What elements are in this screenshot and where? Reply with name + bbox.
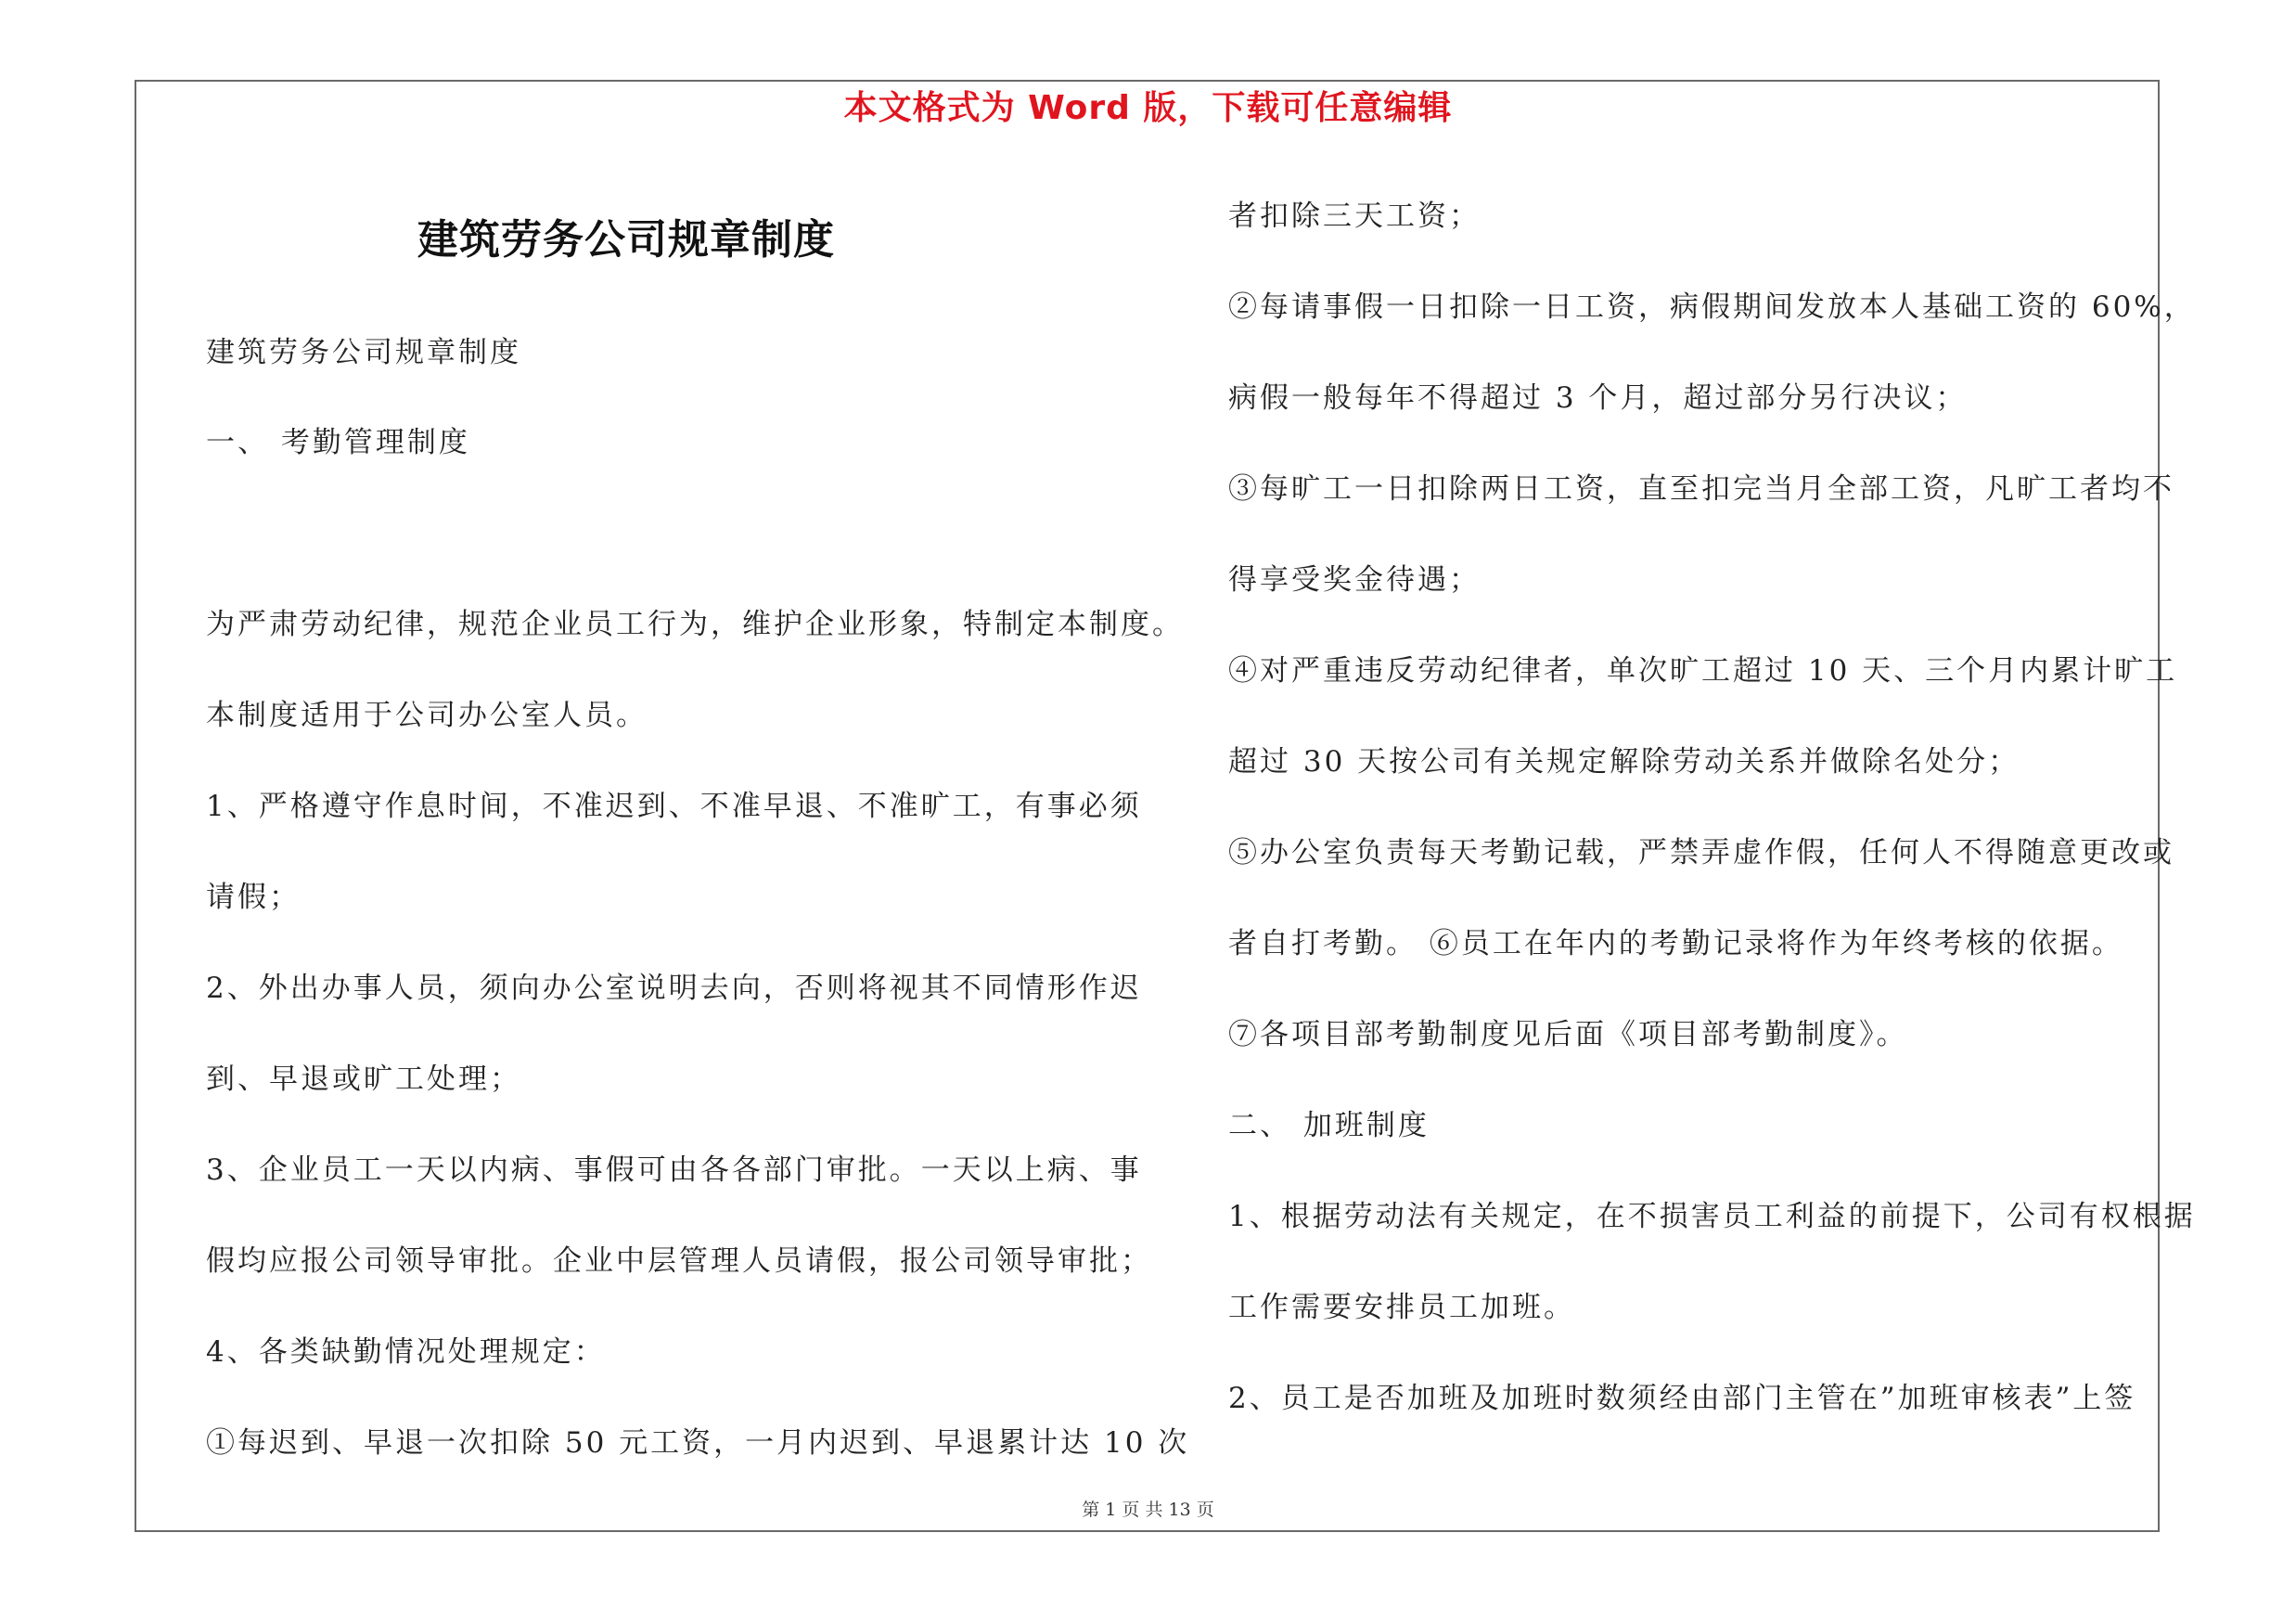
- paragraph-line: 工作需要安排员工加班。: [1228, 1291, 1575, 1324]
- paragraph-line: 4、各类缺勤情况处理规定：: [206, 1335, 606, 1369]
- paragraph-line: 到、早退或旷工处理；: [206, 1063, 521, 1096]
- paragraph-line: ⑦各项目部考勤制度见后面《项目部考勤制度》。: [1228, 1018, 1908, 1051]
- paragraph-line: 2、员工是否加班及加班时数须经由部门主管在”加班审核表”上签: [1228, 1382, 2136, 1415]
- paragraph-line: 1、严格遵守作息时间，不准迟到、不准早退、不准旷工，有事必须: [206, 790, 1142, 823]
- paragraph-line: 3、企业员工一天以内病、事假可由各各部门审批。一天以上病、事: [206, 1153, 1142, 1187]
- paragraph-line: 病假一般每年不得超过 3 个月，超过部分另行决议；: [1228, 381, 1968, 415]
- paragraph-line: 请假；: [206, 881, 301, 914]
- subtitle-line: 建筑劳务公司规章制度: [206, 336, 521, 369]
- paragraph-line: 假均应报公司领导审批。企业中层管理人员请假，报公司领导审批；: [206, 1244, 1152, 1278]
- paragraph-line: ①每迟到、早退一次扣除 50 元工资，一月内迟到、早退累计达 10 次: [206, 1426, 1190, 1460]
- paragraph-line: 超过 30 天按公司有关规定解除劳动关系并做除名处分；: [1228, 745, 2020, 779]
- paragraph-line: ④对严重违反劳动纪律者，单次旷工超过 10 天、三个月内累计旷工: [1228, 654, 2178, 688]
- document-title: 建筑劳务公司规章制度: [417, 216, 835, 264]
- paragraph-line: ③每旷工一日扣除两日工资，直至扣完当月全部工资，凡旷工者均不: [1228, 472, 2174, 506]
- section-heading-overtime: 二、 加班制度: [1228, 1109, 1430, 1142]
- paragraph-line: 1、根据劳动法有关规定，在不损害员工利益的前提下，公司有权根据: [1228, 1200, 2196, 1233]
- paragraph-line: ⑤办公室负责每天考勤记载，严禁弄虚作假，任何人不得随意更改或: [1228, 836, 2174, 869]
- section-heading-attendance: 一、 考勤管理制度: [206, 426, 470, 459]
- page-number-footer: 第 1 页 共 13 页: [1082, 1500, 1214, 1520]
- paragraph-line: ②每请事假一日扣除一日工资，病假期间发放本人基础工资的 60%，: [1228, 290, 2196, 324]
- paragraph-line: 者自打考勤。 ⑥员工在年内的考勤记录将作为年终考核的依据。: [1228, 927, 2123, 960]
- paragraph-line: 2、外出办事人员，须向办公室说明去向，否则将视其不同情形作迟: [206, 972, 1142, 1005]
- paragraph-line: 得享受奖金待遇；: [1228, 563, 1481, 597]
- paragraph-line: 为严肃劳动纪律，规范企业员工行为，维护企业形象，特制定本制度。: [206, 608, 1184, 641]
- word-format-banner: 本文格式为 Word 版，下载可任意编辑: [843, 89, 1453, 127]
- paragraph-line: 本制度适用于公司办公室人员。: [206, 699, 648, 732]
- paragraph-line: 者扣除三天工资；: [1228, 200, 1481, 233]
